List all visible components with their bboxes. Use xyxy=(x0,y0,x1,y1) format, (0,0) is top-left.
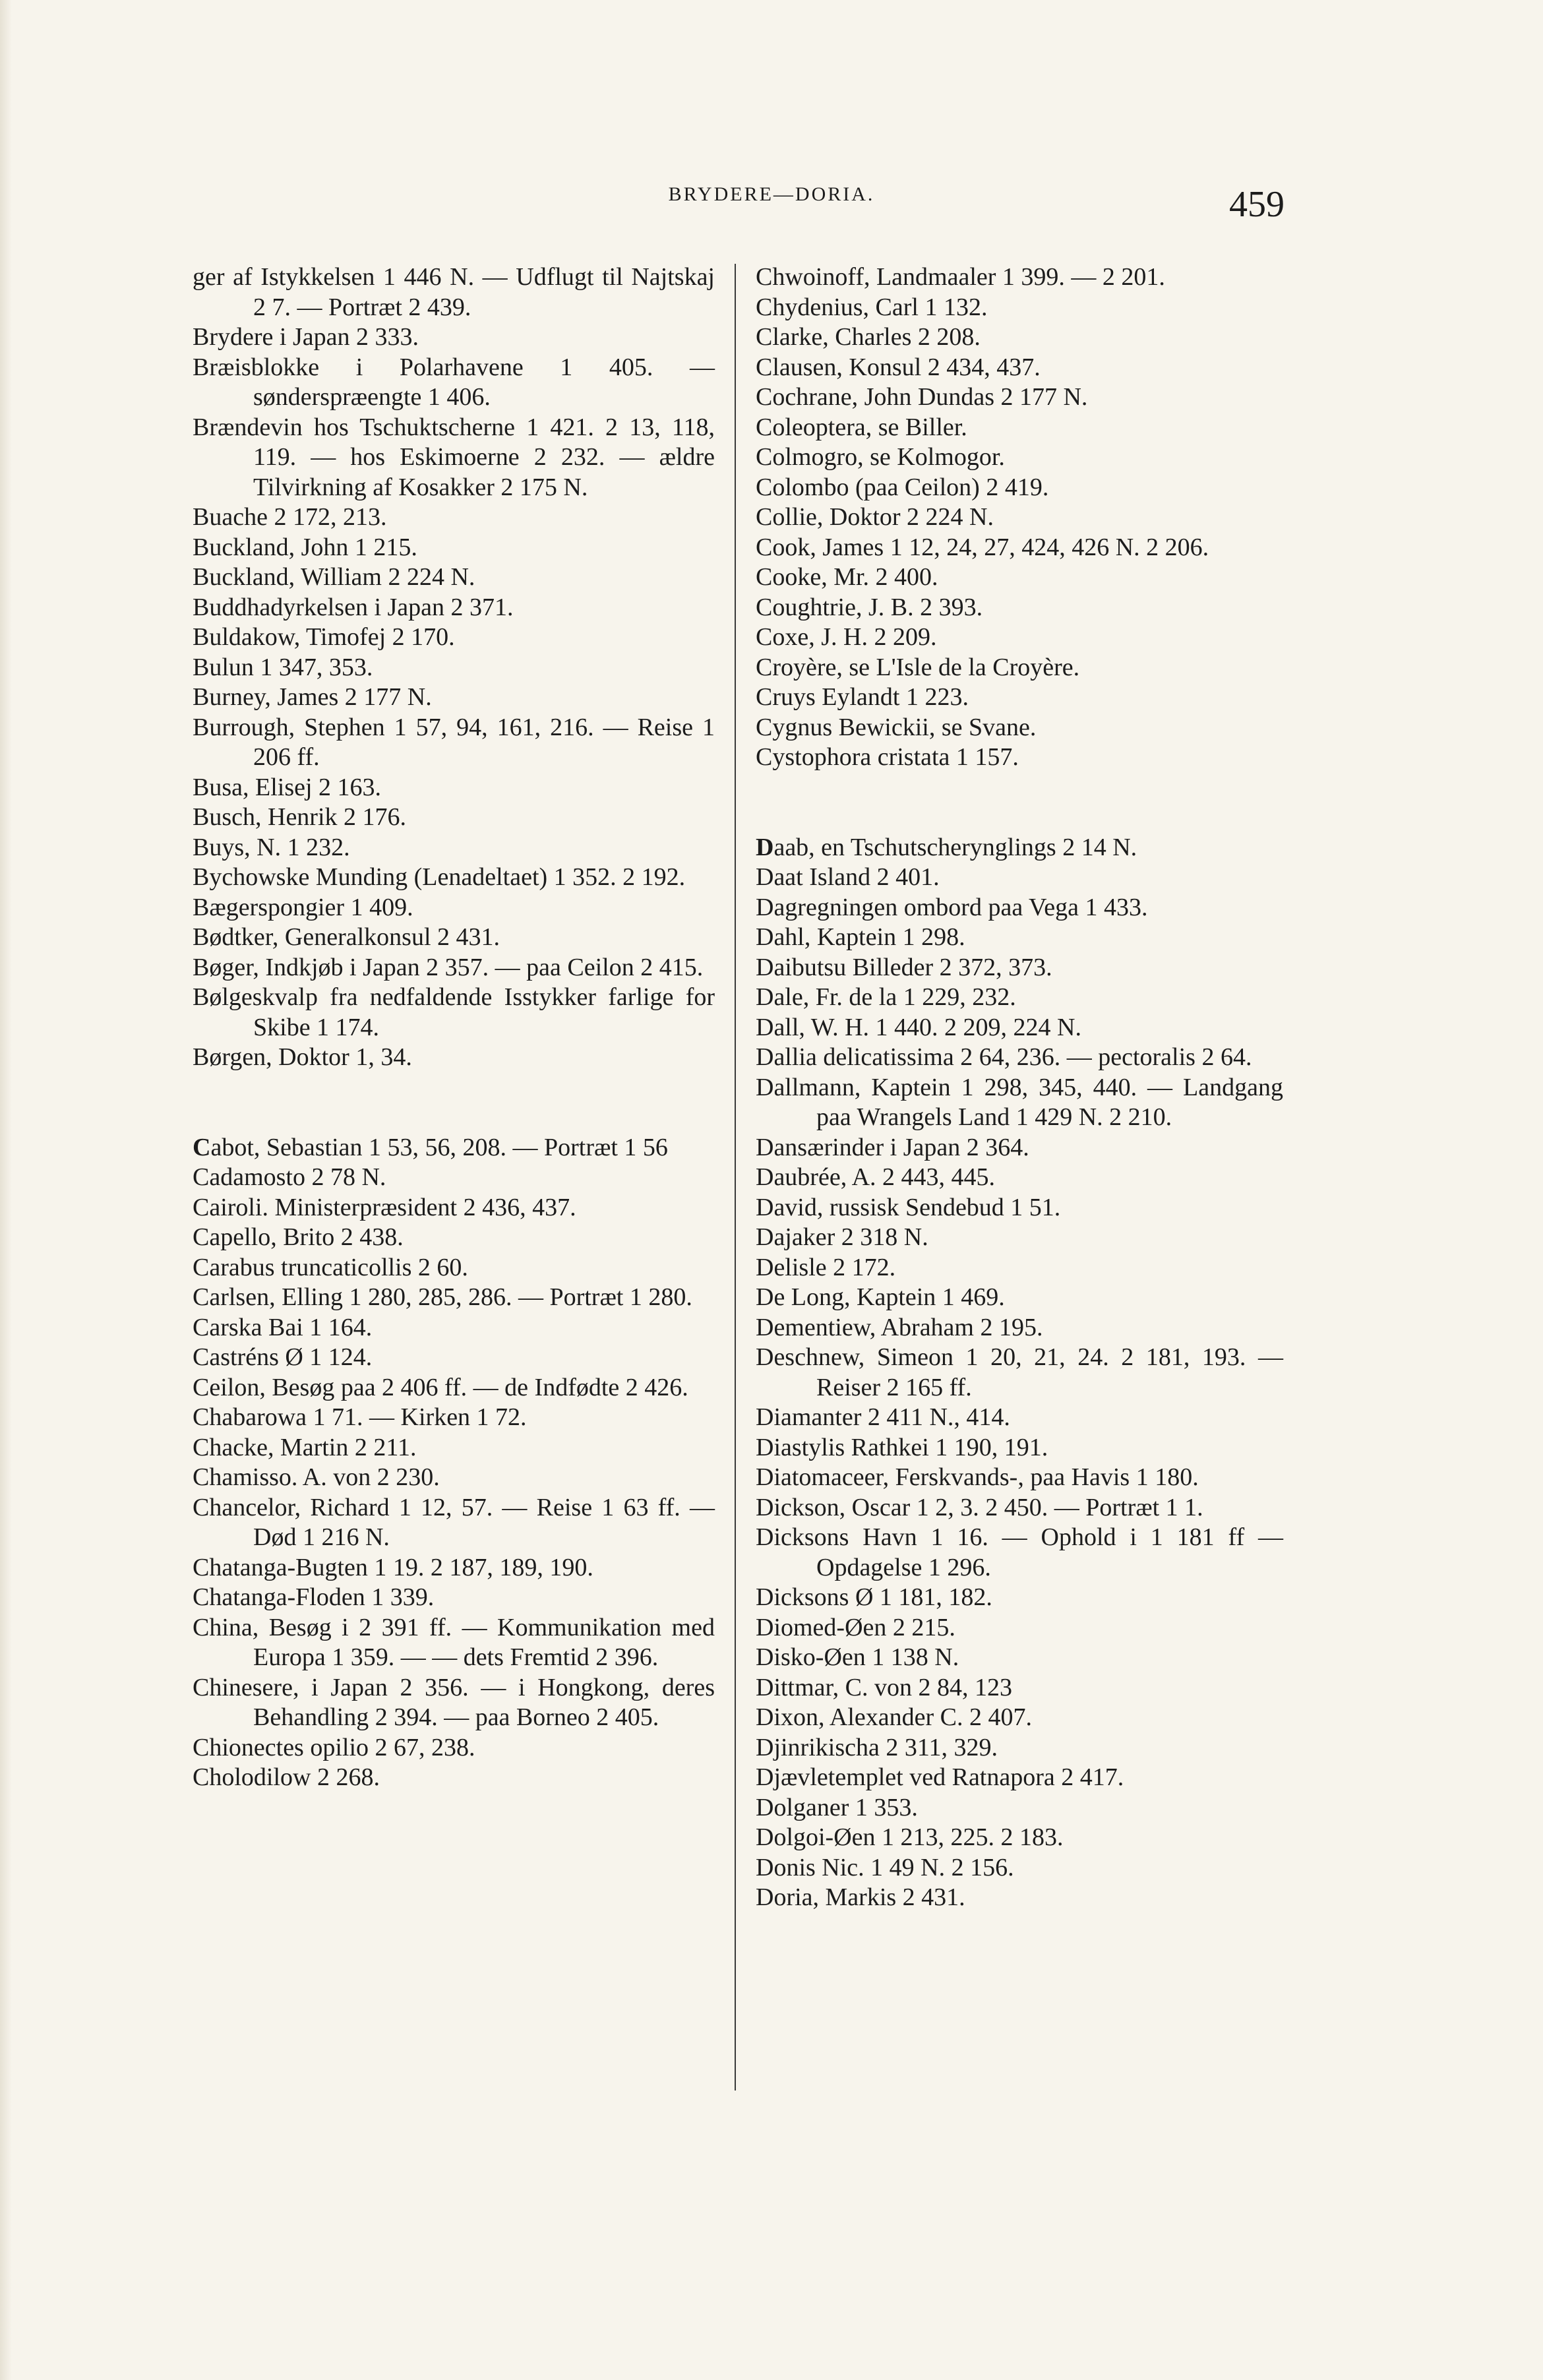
index-entry: Carlsen, Elling 1 280, 285, 286. — Portræt 1 280. xyxy=(193,1283,692,1311)
index-entry: Dale, Fr. de la 1 229, 232. xyxy=(756,983,1016,1011)
left-entries-c xyxy=(193,1163,715,1793)
index-entry: Carabus truncaticollis 2 60. xyxy=(193,1253,468,1281)
index-entry: Bølgeskvalp fra nedfaldende Isstykker farlige for Skibe 1 174. xyxy=(193,983,715,1041)
index-entry: Dagregningen ombord paa Vega 1 433. xyxy=(756,893,1148,921)
index-entry: Carska Bai 1 164. xyxy=(193,1313,373,1341)
index-entry: Bægerspongier 1 409. xyxy=(193,893,413,921)
index-entry: Buckland, John 1 215. xyxy=(193,533,417,561)
index-entry: Cooke, Mr. 2 400. xyxy=(756,563,938,591)
index-entry: Djævletemplet ved Ratnapora 2 417. xyxy=(756,1763,1124,1791)
index-entry: Dickson, Oscar 1 2, 3. 2 450. — Portræt 1 1. xyxy=(756,1493,1203,1521)
index-entry: Dajaker 2 318 N. xyxy=(756,1223,928,1251)
index-entry: Collie, Doktor 2 224 N. xyxy=(756,503,994,531)
index-entry: Dicksons Havn 1 16. — Ophold i 1 181 ff — Opdagelse 1 296. xyxy=(756,1523,1283,1581)
index-entry: Diastylis Rathkei 1 190, 191. xyxy=(756,1433,1048,1461)
running-head: BRYDERE—DORIA. xyxy=(668,183,875,205)
index-entry: Chionectes opilio 2 67, 238. xyxy=(193,1733,475,1761)
index-entry: Coleoptera, se Biller. xyxy=(756,413,967,441)
index-entry: Dolganer 1 353. xyxy=(756,1793,918,1821)
section-gap xyxy=(193,1073,715,1133)
index-entry: Cairoli. Ministerpræsident 2 436, 437. xyxy=(193,1193,576,1221)
index-entry: Burrough, Stephen 1 57, 94, 161, 216. — Reise 1 206 ff. xyxy=(193,713,715,771)
index-entry: Dall, W. H. 1 440. 2 209, 224 N. xyxy=(756,1013,1081,1041)
index-entry: De Long, Kaptein 1 469. xyxy=(756,1283,1005,1311)
index-entry: Ceilon, Besøg paa 2 406 ff. — de Indfødte 2 426. xyxy=(193,1373,688,1401)
index-entry: Croyère, se L'Isle de la Croyère. xyxy=(756,653,1080,681)
index-entry: Coughtrie, J. B. 2 393. xyxy=(756,593,983,621)
index-entry: Chwoinoff, Landmaaler 1 399. — 2 201. xyxy=(756,263,1165,291)
index-entry: Chamisso. A. von 2 230. xyxy=(193,1463,440,1491)
section-initial: D xyxy=(756,833,774,861)
index-entry-section-start xyxy=(193,1133,715,1163)
index-entry: Daat Island 2 401. xyxy=(756,863,940,891)
index-entry: Buache 2 172, 213. xyxy=(193,503,387,531)
index-entry: Dahl, Kaptein 1 298. xyxy=(756,923,965,951)
index-entry: Chatanga-Floden 1 339. xyxy=(193,1583,435,1611)
right-entries-c xyxy=(756,262,1283,773)
index-entry: Colmogro, se Kolmogor. xyxy=(756,443,1005,471)
index-entry: Cook, James 1 12, 24, 27, 424, 426 N. 2 206. xyxy=(756,533,1209,561)
index-entry: Bychowske Munding (Lenadeltaet) 1 352. 2 192. xyxy=(193,863,686,891)
index-entry: Capello, Brito 2 438. xyxy=(193,1223,404,1251)
index-entry: Chinesere, i Japan 2 356. — i Hongkong, deres Behandling 2 394. — paa Borneo 2 405. xyxy=(193,1673,715,1731)
index-entry-section-start xyxy=(756,833,1283,863)
index-entry: Cystophora cristata 1 157. xyxy=(756,743,1019,771)
index-entry: Dolgoi-Øen 1 213, 225. 2 183. xyxy=(756,1823,1064,1851)
index-entry: Cochrane, John Dundas 2 177 N. xyxy=(756,383,1088,411)
index-entry: Bulun 1 347, 353. xyxy=(193,653,373,681)
index-entry: Bræisblokke i Polarhavene 1 405. — sønderspræengte 1 406. xyxy=(193,353,715,411)
index-entry: Dittmar, C. von 2 84, 123 xyxy=(756,1673,1013,1701)
index-entry: Buldakow, Timofej 2 170. xyxy=(193,623,455,651)
index-entry: Coxe, J. H. 2 209. xyxy=(756,623,937,651)
right-column xyxy=(756,262,1283,1913)
index-entry: Busa, Elisej 2 163. xyxy=(193,773,382,801)
index-entry: Buckland, William 2 224 N. xyxy=(193,563,475,591)
index-entry: Cruys Eylandt 1 223. xyxy=(756,683,969,711)
index-entry: ger af Istykkelsen 1 446 N. — Udflugt til Najtskaj 2 7. — Portræt 2 439. xyxy=(193,263,715,321)
index-entry: Delisle 2 172. xyxy=(756,1253,896,1281)
page-number: 459 xyxy=(1229,184,1285,225)
section-initial: C xyxy=(193,1133,211,1161)
index-entry: Diatomaceer, Ferskvands-, paa Havis 1 180. xyxy=(756,1463,1199,1491)
index-entry: Dixon, Alexander C. 2 407. xyxy=(756,1703,1033,1731)
page-edge xyxy=(0,0,12,2380)
entry-text: abot, Sebastian 1 53, 56, 208. — Portræt 1 56 xyxy=(210,1133,668,1161)
index-entry: Deschnew, Simeon 1 20, 21, 24. 2 181, 193. — Reiser 2 165 ff. xyxy=(756,1343,1283,1401)
index-entry: Børgen, Doktor 1, 34. xyxy=(193,1043,412,1071)
index-entry: Buys, N. 1 232. xyxy=(193,833,350,861)
index-entry: Doria, Markis 2 431. xyxy=(756,1883,965,1911)
index-entry: Chancelor, Richard 1 12, 57. — Reise 1 63 ff. — Død 1 216 N. xyxy=(193,1493,715,1551)
index-entry: Chabarowa 1 71. — Kirken 1 72. xyxy=(193,1403,527,1431)
right-entries-d xyxy=(756,863,1283,1913)
index-entry: Dallia delicatissima 2 64, 236. — pectoralis 2 64. xyxy=(756,1043,1252,1071)
index-entry: Chacke, Martin 2 211. xyxy=(193,1433,417,1461)
index-entry: Djinrikischa 2 311, 329. xyxy=(756,1733,998,1761)
column-divider xyxy=(735,264,736,2090)
index-entry: Clarke, Charles 2 208. xyxy=(756,323,981,351)
index-entry: David, russisk Sendebud 1 51. xyxy=(756,1193,1061,1221)
index-entry: Castréns Ø 1 124. xyxy=(193,1343,373,1371)
index-entry: Dallmann, Kaptein 1 298, 345, 440. — Landgang paa Wrangels Land 1 429 N. 2 210. xyxy=(756,1073,1283,1131)
index-entry: Dansærinder i Japan 2 364. xyxy=(756,1133,1029,1161)
index-entry: Daubrée, A. 2 443, 445. xyxy=(756,1163,996,1191)
index-entry: Diamanter 2 411 N., 414. xyxy=(756,1403,1010,1431)
index-entry: Cholodilow 2 268. xyxy=(193,1763,380,1791)
index-entry: Burney, James 2 177 N. xyxy=(193,683,432,711)
section-gap xyxy=(756,773,1283,833)
index-entry: China, Besøg i 2 391 ff. — Kommunikation med Europa 1 359. — — dets Fremtid 2 396. xyxy=(193,1613,715,1671)
index-entry: Dicksons Ø 1 181, 182. xyxy=(756,1583,992,1611)
index-entry: Chydenius, Carl 1 132. xyxy=(756,293,988,321)
index-entry: Diomed-Øen 2 215. xyxy=(756,1613,955,1641)
left-entries-b xyxy=(193,262,715,1073)
index-entry: Donis Nic. 1 49 N. 2 156. xyxy=(756,1853,1014,1881)
index-entry: Chatanga-Bugten 1 19. 2 187, 189, 190. xyxy=(193,1553,593,1581)
index-entry: Brændevin hos Tschuktscherne 1 421. 2 13, 118, 119. — hos Eskimoerne 2 232. — ældre Tilvirkning af Kosakker 2 175 N. xyxy=(193,413,715,501)
entry-text: aab, en Tschutscherynglings 2 14 N. xyxy=(773,833,1137,861)
index-entry: Dementiew, Abraham 2 195. xyxy=(756,1313,1043,1341)
index-entry: Daibutsu Billeder 2 372, 373. xyxy=(756,953,1052,981)
index-entry: Brydere i Japan 2 333. xyxy=(193,323,419,351)
index-entry: Cadamosto 2 78 N. xyxy=(193,1163,386,1191)
index-entry: Colombo (paa Ceilon) 2 419. xyxy=(756,473,1049,501)
index-entry: Cygnus Bewickii, se Svane. xyxy=(756,713,1037,741)
index-entry: Bødtker, Generalkonsul 2 431. xyxy=(193,923,500,951)
index-entry: Clausen, Konsul 2 434, 437. xyxy=(756,353,1041,381)
index-entry: Buddhadyrkelsen i Japan 2 371. xyxy=(193,593,514,621)
left-column xyxy=(193,262,715,1793)
index-entry: Disko-Øen 1 138 N. xyxy=(756,1643,959,1671)
index-entry: Busch, Henrik 2 176. xyxy=(193,803,407,831)
index-entry: Bøger, Indkjøb i Japan 2 357. — paa Ceilon 2 415. xyxy=(193,953,704,981)
